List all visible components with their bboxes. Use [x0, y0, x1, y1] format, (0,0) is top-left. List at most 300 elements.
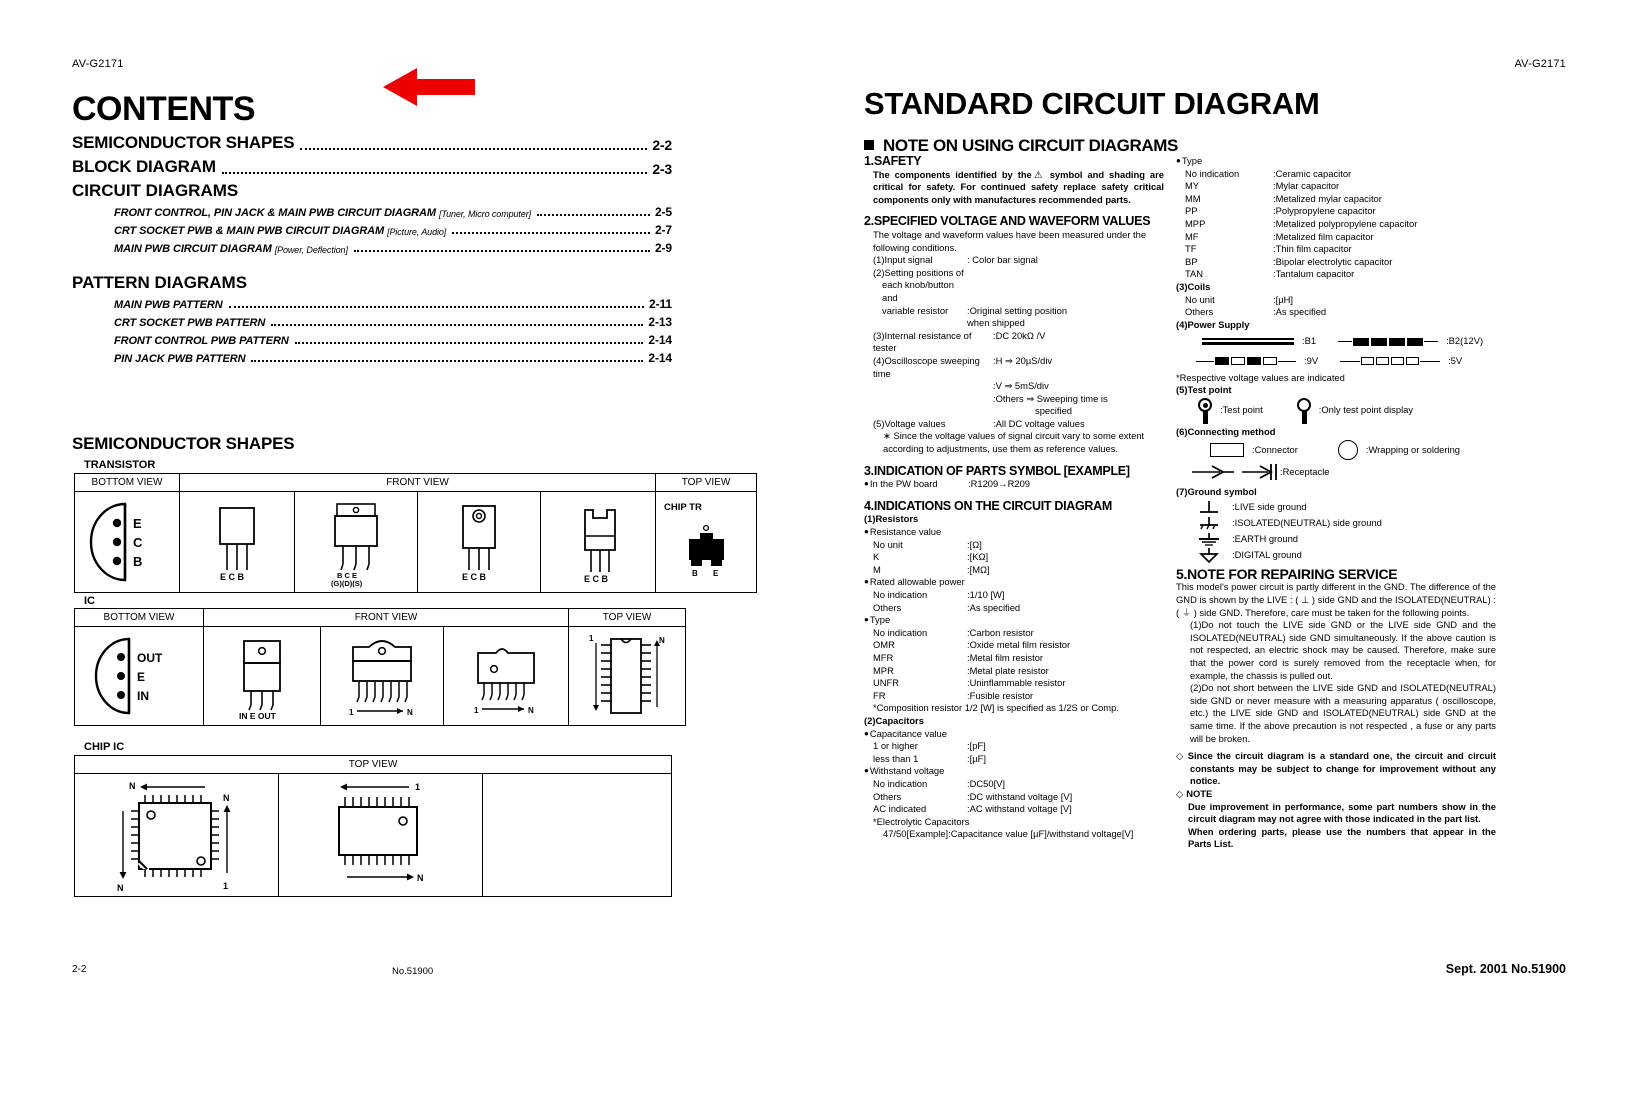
test-point-icon — [1198, 398, 1212, 424]
svg-text:E C B: E C B — [220, 572, 245, 582]
toc-leader — [271, 323, 643, 326]
capacitor-type-row — [1185, 168, 1496, 181]
ic-table — [74, 608, 686, 726]
row-desc: :Others ⇒ Sweeping time is — [993, 392, 1108, 404]
toc-entry-note: [Picture, Audio] — [387, 227, 447, 237]
note-body-2: When ordering parts, please use the numbers that appear in the Parts List. — [1188, 825, 1496, 850]
toc-entry-page: 2-13 — [648, 315, 672, 329]
parts-symbol-heading: 3.INDICATION OF PARTS SYMBOL [EXAMPLE] — [864, 463, 1130, 478]
b2-label: :B2(12V) — [1446, 335, 1484, 347]
ic-flat-icon — [446, 631, 566, 721]
svg-text:1: 1 — [349, 708, 354, 717]
row-term: MFR — [873, 651, 894, 663]
transistor-table — [74, 473, 757, 593]
capacitor-type-row — [1185, 180, 1496, 193]
toc-entry-page: 2-11 — [649, 297, 672, 311]
row-term: TAN — [1185, 268, 1204, 280]
toc-entry-page: 2-14 — [648, 333, 672, 347]
toc-group-heading: CIRCUIT DIAGRAMS — [72, 181, 239, 200]
voltage-row — [873, 393, 1164, 406]
svg-text:IN E OUT: IN E OUT — [239, 711, 276, 721]
svg-text:E: E — [713, 569, 719, 578]
toc-entry[interactable] — [114, 205, 672, 219]
svg-text:B C E: B C E — [337, 571, 358, 580]
standard-diagram-notice: ◇ Since the circuit diagram is a standard one, the circuit and circuit constants may be subject to change for improvement without any notice. — [1176, 750, 1496, 788]
row-desc: when shipped — [967, 317, 1025, 329]
ground-row — [1176, 499, 1496, 515]
row-term: each knob/button and — [882, 279, 954, 303]
ic-top-view-cell — [569, 627, 686, 726]
transistor-bottom-view-cell — [75, 492, 180, 593]
col-header-front-view: FRONT VIEW — [180, 474, 656, 492]
row-desc: :[pF] — [967, 740, 986, 752]
row-desc: :Metalized polypropylene capacitor — [1273, 217, 1418, 229]
toc-entry-note: [Tuner, Micro computer] — [438, 209, 532, 219]
row-term: (4)Oscilloscope sweeping time — [873, 354, 980, 379]
digital-ground-label: :DIGITAL ground — [1232, 548, 1302, 560]
toc-leader — [251, 359, 643, 362]
toc-entry-label: MAIN PWB PATTERN — [114, 299, 223, 311]
row-term — [873, 393, 993, 406]
row-term: No indication — [873, 626, 928, 638]
svg-text:E: E — [133, 516, 142, 531]
resistor-value-row — [873, 564, 1164, 577]
right-column-b — [1176, 155, 1496, 851]
left-footer-page-number: 2-2 — [72, 964, 87, 975]
specified-voltage-intro: The voltage and waveform values have been measured under the following conditions. — [873, 228, 1147, 253]
row-desc: :DC 20kΩ /V — [993, 329, 1046, 341]
ic-front-view-cell-2 — [321, 627, 444, 726]
col-header-bottom-view: BOTTOM VIEW — [75, 609, 204, 627]
table-row — [75, 774, 672, 897]
toc-entry[interactable] — [114, 297, 672, 311]
row-term: (2)Setting positions of — [873, 266, 964, 278]
row-desc: :Carbon resistor — [967, 626, 1034, 638]
row-term: AC indicated — [873, 803, 927, 815]
semiconductor-shapes-title: SEMICONDUCTOR SHAPES — [72, 434, 295, 453]
voltage-row — [873, 254, 1164, 267]
row-desc: :H ⇒ 20µS/div — [993, 354, 1053, 366]
ic-bottom-view-cell — [75, 627, 204, 726]
5v-label: :5V — [1448, 354, 1463, 366]
row-term: Others — [1185, 306, 1214, 318]
receptacle-icon — [1190, 462, 1294, 482]
row-term: OMR — [873, 639, 895, 651]
5v-dash-icon — [1340, 356, 1440, 366]
capacitor-type-row — [1185, 231, 1496, 244]
toc-group-heading: PATTERN DIAGRAMS — [72, 273, 248, 292]
repairing-service-heading: 5.NOTE FOR REPAIRING SERVICE — [1176, 565, 1398, 582]
ic-group-label: IC — [84, 595, 95, 607]
isolated-ground-label: :ISOLATED(NEUTRAL) side ground — [1232, 516, 1382, 528]
table-header-row — [75, 756, 672, 774]
repairing-point-2: (2)Do not short between the LIVE side GND and ISOLATED(NEUTRAL) side GND or never measure with a measuring apparatus ( oscilloscope, etc.) the LIVE side GND and ISOLATED(NEUTRAL) side GND at the same time. If the above precaution is not respected , a fuse or any parts will be broken. — [1190, 682, 1496, 744]
row-desc: specified — [1035, 405, 1073, 417]
row-term: less than 1 — [873, 752, 919, 764]
ground-row — [1176, 531, 1496, 547]
ic-to220-icon — [206, 631, 318, 721]
toc-entry-label: CRT SOCKET PWB PATTERN — [114, 317, 266, 329]
svg-text:N: N — [528, 706, 534, 715]
note-label: ◇ NOTE — [1176, 788, 1496, 801]
connector-label: :Connector — [1252, 443, 1298, 455]
toc-entry-label: FRONT CONTROL, PIN JACK & MAIN PWB CIRCUIT DIAGRAM — [114, 207, 436, 219]
svg-text:N: N — [417, 873, 424, 883]
toc-entry-label: CRT SOCKET PWB & MAIN PWB CIRCUIT DIAGRAM — [114, 225, 385, 237]
row-term: TF — [1185, 243, 1197, 255]
svg-text:N: N — [659, 636, 665, 645]
row-desc: :Mylar capacitor — [1273, 180, 1340, 192]
capacitor-type-row — [1185, 205, 1496, 218]
row-term: No indication — [1185, 167, 1240, 179]
transistor-front-view-cell-2 — [295, 492, 418, 593]
row-desc: :R1209→R209 — [968, 478, 1031, 490]
ic-front-view-cell-3 — [444, 627, 569, 726]
toc-leader — [537, 213, 650, 216]
resistor-type-row — [873, 652, 1164, 665]
repairing-point-1: (1)Do not touch the LIVE side GND or the LIVE side GND and the ISOLATED(NEUTRAL) side GND simultaneously. If the above caution is not respected, an electric shock may be caused. Therefore, make sure that the power cord is surely removed from the receptacle when, for example, the chassis is pulled out. — [1190, 619, 1496, 681]
resistor-type-row — [873, 665, 1164, 678]
col-header-front-view: FRONT VIEW — [204, 609, 569, 627]
to126-package-icon — [420, 496, 538, 588]
row-term: MM — [1185, 192, 1201, 204]
toc-entry-label: PIN JACK PWB PATTERN — [114, 353, 246, 365]
safety-body: The components identified by the⚠ symbol and shading are critical for safety. For continued safety replace safety critical components only with manufactures recommended parts. — [873, 168, 1164, 205]
row-term — [873, 317, 967, 330]
svg-text:C: C — [133, 535, 143, 550]
svg-text:1: 1 — [474, 706, 479, 715]
table-header-row — [75, 474, 757, 492]
voltage-row — [873, 317, 1164, 330]
voltage-row — [873, 418, 1164, 431]
page-title: CONTENTS — [72, 90, 255, 128]
resistor-type-row — [873, 639, 1164, 652]
ground-row — [1176, 547, 1496, 563]
to3p-package-icon — [543, 496, 653, 588]
toc-entry-page: 2-14 — [648, 351, 672, 365]
toc-entry-page: 2-3 — [652, 161, 672, 177]
row-term: No unit — [1185, 293, 1215, 305]
right-footer: Sept. 2001 No.51900 — [1445, 962, 1566, 976]
red-arrow-annotation — [383, 66, 475, 108]
svg-text:N: N — [223, 793, 230, 803]
voltage-row — [873, 355, 1164, 380]
resistance-value-label: ● Resistance value — [864, 526, 1164, 539]
ground-row — [1176, 515, 1496, 531]
voltage-row — [873, 330, 1164, 355]
test-point-display-item-label: :Only test point display — [1318, 404, 1414, 416]
row-desc: :Tantalum capacitor — [1273, 268, 1355, 280]
resistor-type-row — [873, 690, 1164, 703]
withstand-row — [873, 778, 1164, 791]
row-desc: :Ceramic capacitor — [1273, 167, 1352, 179]
note-body: Due improvement in performance, some part numbers show in the circuit diagram may not agree with those indicated in the part list. — [1188, 800, 1496, 825]
table-row — [75, 492, 757, 593]
row-term: No indication — [873, 777, 928, 789]
voltage-row — [873, 267, 1164, 280]
qfp-package-icon — [77, 777, 273, 893]
capacitor-type-row — [1185, 218, 1496, 231]
b1-line-icon — [1202, 338, 1294, 345]
toc-leader — [354, 249, 650, 252]
ic-sip-icon — [323, 631, 441, 721]
row-desc: :Metal film resistor — [967, 651, 1044, 663]
col-header-top-view: TOP VIEW — [656, 474, 757, 492]
row-desc: :Metalized mylar capacitor — [1273, 192, 1382, 204]
row-desc: :Uninflammable resistor — [967, 677, 1066, 689]
row-desc: :[Ω] — [967, 538, 982, 550]
power-supply-note: *Respective voltage values are indicated — [1176, 371, 1345, 383]
svg-text:N: N — [129, 781, 136, 791]
row-desc — [967, 267, 1164, 280]
svg-text:B: B — [133, 554, 143, 569]
digital-ground-icon — [1194, 547, 1224, 563]
test-point-display-icon — [1297, 398, 1311, 424]
table-header-row — [75, 609, 686, 627]
row-term: No unit — [873, 538, 903, 550]
b1-label: :B1 — [1302, 335, 1317, 347]
sop-package-icon — [281, 777, 477, 893]
transistor-top-view-cell — [656, 492, 757, 593]
row-term: MPP — [1185, 217, 1206, 229]
row-term: PP — [1185, 205, 1198, 217]
transistor-front-view-cell-1 — [180, 492, 295, 593]
toc-entry-note: [Power, Deflection] — [274, 245, 348, 255]
svg-text:1: 1 — [415, 782, 421, 792]
isolated-ground-icon — [1194, 515, 1224, 531]
row-term: M — [873, 563, 881, 575]
toc-leader — [295, 341, 644, 344]
toc-leader — [300, 147, 647, 150]
connector-row — [1176, 440, 1496, 460]
receptacle-label: :Receptacle — [1280, 465, 1330, 477]
toc-entry[interactable] — [114, 315, 672, 329]
standard-circuit-diagram-title: STANDARD CIRCUIT DIAGRAM — [864, 86, 1320, 121]
chip-ic-sop-cell — [279, 774, 483, 897]
safety-heading: 1.SAFETY — [864, 154, 922, 168]
row-term: Others — [873, 601, 902, 613]
receptacle-row — [1176, 462, 1496, 482]
resistor-type-row — [873, 677, 1164, 690]
row-term — [873, 380, 993, 393]
row-desc: :Original setting position — [967, 304, 1068, 316]
row-desc — [967, 279, 1164, 304]
resistor-footnote: *Composition resistor 1/2 [W] is specified as 1/2S or Comp. — [873, 702, 1119, 714]
capacitance-row — [873, 753, 1164, 766]
svg-text:(G)(D)(S): (G)(D)(S) — [331, 579, 363, 588]
9v-label: :9V — [1304, 354, 1319, 366]
svg-text:1: 1 — [589, 634, 594, 643]
row-term: (5)Voltage values — [873, 417, 946, 429]
electrolytic-label: *Electrolytic Capacitors — [873, 815, 970, 827]
row-term: MF — [1185, 230, 1199, 242]
coils-label: (3)Coils — [1176, 280, 1211, 292]
svg-text:CHIP TR: CHIP TR — [664, 502, 702, 513]
row-term: variable resistor — [882, 304, 949, 316]
voltage-row — [873, 279, 1164, 304]
row-desc: :All DC voltage values — [993, 417, 1085, 429]
toc-entry-page: 2-2 — [652, 137, 672, 153]
table-of-contents — [72, 133, 672, 369]
toc-entry[interactable] — [114, 333, 672, 347]
rated-power-label: ● Rated allowable power — [864, 576, 1164, 589]
col-header-bottom-view: BOTTOM VIEW — [75, 474, 180, 492]
row-desc: :AC withstand voltage [V] — [967, 803, 1072, 815]
toc-entry[interactable] — [114, 241, 672, 255]
voltage-footnote: ∗ Since the voltage values of signal circuit vary to some extent according to adjustments, use them as reference values. — [883, 430, 1145, 455]
electrolytic-note: 47/50[Example]:Capacitance value [µF]/withstand voltage[V] — [883, 828, 1134, 840]
row-term: FR — [873, 689, 886, 701]
row-term: (3)Internal resistance of tester — [873, 329, 972, 354]
specified-voltage-heading: 2.SPECIFIED VOLTAGE AND WAVEFORM VALUES — [864, 214, 1151, 229]
transistor-front-view-cell-3 — [418, 492, 541, 593]
chip-ic-qfp-cell — [75, 774, 279, 897]
row-desc: :[µH] — [1273, 293, 1293, 305]
coil-row — [1185, 306, 1496, 319]
ground-symbol-label: (7)Ground symbol — [1176, 486, 1257, 498]
ic-dip-top-view-icon — [571, 631, 683, 721]
row-term: 1 or higher — [873, 740, 918, 752]
resistor-value-row — [873, 551, 1164, 564]
voltage-row — [873, 405, 1164, 418]
capacitors-label: (2)Capacitors — [864, 714, 924, 726]
connecting-method-label: (6)Connecting method — [1176, 425, 1276, 437]
left-footer-doc-number: No.51900 — [392, 966, 434, 977]
withstand-row — [873, 791, 1164, 804]
connector-icon — [1210, 443, 1244, 457]
row-desc: :Fusible resistor — [967, 689, 1034, 701]
toc-entry-page: 2-7 — [654, 223, 672, 237]
right-column-a — [864, 155, 1164, 841]
chip-ic-group-label: CHIP IC — [84, 741, 125, 753]
toc-entry[interactable] — [114, 351, 672, 365]
toc-entry-label: FRONT CONTROL PWB PATTERN — [114, 335, 289, 347]
svg-text:IN: IN — [137, 689, 149, 703]
row-term — [873, 405, 993, 418]
table-row — [75, 627, 686, 726]
wrapping-label: :Wrapping or soldering — [1365, 443, 1461, 455]
row-desc: :As specified — [1273, 306, 1327, 318]
svg-text:E C B: E C B — [584, 574, 609, 584]
to92-package-icon — [182, 496, 292, 588]
svg-text:1: 1 — [223, 881, 229, 891]
wrapping-icon — [1338, 440, 1358, 460]
svg-text:E: E — [137, 670, 146, 684]
row-term: BP — [1185, 255, 1198, 267]
svg-text:N: N — [407, 708, 413, 717]
repairing-intro: This model's power circuit is partly different in the GND. The difference of the GND is shown by the LIVE : ( ⊥ ) side GND and the ISOLATED(NEUTRAL) : ( ⏚ ) side GND. Therefore, care must be taken for the following points. — [1176, 581, 1496, 618]
indications-heading: 4.INDICATIONS ON THE CIRCUIT DIAGRAM — [864, 498, 1112, 513]
power-supply-symbol-row-1 — [1176, 335, 1496, 348]
toc-leader — [222, 171, 648, 174]
voltage-row — [873, 305, 1164, 318]
row-term: (1)Input signal — [873, 254, 933, 266]
9v-dash-icon — [1196, 356, 1296, 366]
toc-entry[interactable] — [72, 157, 672, 177]
live-ground-icon — [1194, 499, 1224, 515]
svg-text:B: B — [692, 569, 698, 578]
svg-text:E C B: E C B — [462, 572, 487, 582]
row-desc: :Metal plate resistor — [967, 664, 1049, 676]
left-page-model-header: AV-G2171 — [72, 58, 124, 70]
live-ground-label: :LIVE side ground — [1232, 500, 1307, 512]
capacitor-type-label: ● Type — [1176, 155, 1496, 168]
transistor-front-view-cell-4 — [541, 492, 656, 593]
row-term: ● In the PW board — [864, 478, 968, 491]
toc-entry-page: 2-5 — [654, 205, 672, 219]
black-square-bullet-icon — [864, 140, 874, 150]
row-desc: :Bipolar electrolytic capacitor — [1273, 255, 1393, 267]
note-header-label: NOTE ON USING CIRCUIT DIAGRAMS — [883, 136, 1178, 155]
row-desc: :[MΩ] — [967, 563, 990, 575]
toc-leader — [229, 305, 644, 308]
test-point-row — [1176, 398, 1496, 424]
row-desc: :DC withstand voltage [V] — [967, 790, 1073, 802]
row-desc: :Thin film capacitor — [1273, 243, 1352, 255]
power-supply-label: (4)Power Supply — [1176, 318, 1250, 330]
row-desc: :As specified — [967, 601, 1021, 613]
row-desc: :[KΩ] — [967, 551, 989, 563]
capacitor-type-row — [1185, 256, 1496, 269]
rated-power-row — [873, 602, 1164, 615]
row-desc: :[µF] — [967, 752, 986, 764]
chip-transistor-icon — [658, 496, 754, 588]
power-supply-symbol-row-2 — [1176, 355, 1496, 368]
right-page-model-header: AV-G2171 — [1514, 58, 1566, 70]
coil-row — [1185, 294, 1496, 307]
chip-ic-table — [74, 755, 672, 897]
toc-spacer — [72, 259, 672, 273]
toc-entry-label: SEMICONDUCTOR SHAPES — [72, 133, 295, 152]
parts-symbol-row — [864, 478, 1164, 491]
withstand-row — [873, 803, 1164, 816]
row-term: K — [873, 551, 880, 563]
to220-package-icon — [297, 496, 415, 588]
col-header-top-view: TOP VIEW — [75, 756, 672, 774]
toc-entry[interactable] — [72, 133, 672, 153]
resistor-value-row — [873, 539, 1164, 552]
row-term: UNFR — [873, 677, 900, 689]
toc-entry[interactable] — [114, 223, 672, 237]
rated-power-row — [873, 589, 1164, 602]
capacitor-type-row — [1185, 243, 1496, 256]
row-term: MY — [1185, 180, 1200, 192]
transistor-group-label: TRANSISTOR — [84, 459, 156, 471]
svg-text:N: N — [117, 883, 124, 893]
resistor-type-label: ● Type — [864, 614, 1164, 627]
resistor-type-row — [873, 627, 1164, 640]
row-term: No indication — [873, 589, 928, 600]
earth-ground-icon — [1194, 531, 1224, 547]
row-desc: :Polypropylene capacitor — [1273, 205, 1376, 217]
toc-leader — [452, 231, 650, 234]
row-term: MPR — [873, 664, 894, 676]
row-desc: : Color bar signal — [967, 254, 1038, 266]
capacitance-row — [873, 740, 1164, 753]
toc-entry-label: MAIN PWB CIRCUIT DIAGRAM — [114, 243, 272, 255]
chip-ic-empty-cell — [483, 774, 672, 897]
resistors-label: (1)Resistors — [864, 513, 919, 525]
test-point-label: (5)Test point — [1176, 384, 1232, 396]
row-desc: :1/10 [W] — [967, 589, 1005, 600]
toc-entry-page: 2-9 — [654, 241, 672, 255]
row-term: Others — [873, 790, 902, 802]
row-desc: :Oxide metal film resistor — [967, 639, 1071, 651]
transistor-bottom-view-icon — [77, 496, 177, 588]
row-desc: :DC50[V] — [967, 777, 1006, 789]
svg-text:OUT: OUT — [137, 651, 163, 665]
capacitance-value-label: ● Capacitance value — [864, 728, 1164, 741]
